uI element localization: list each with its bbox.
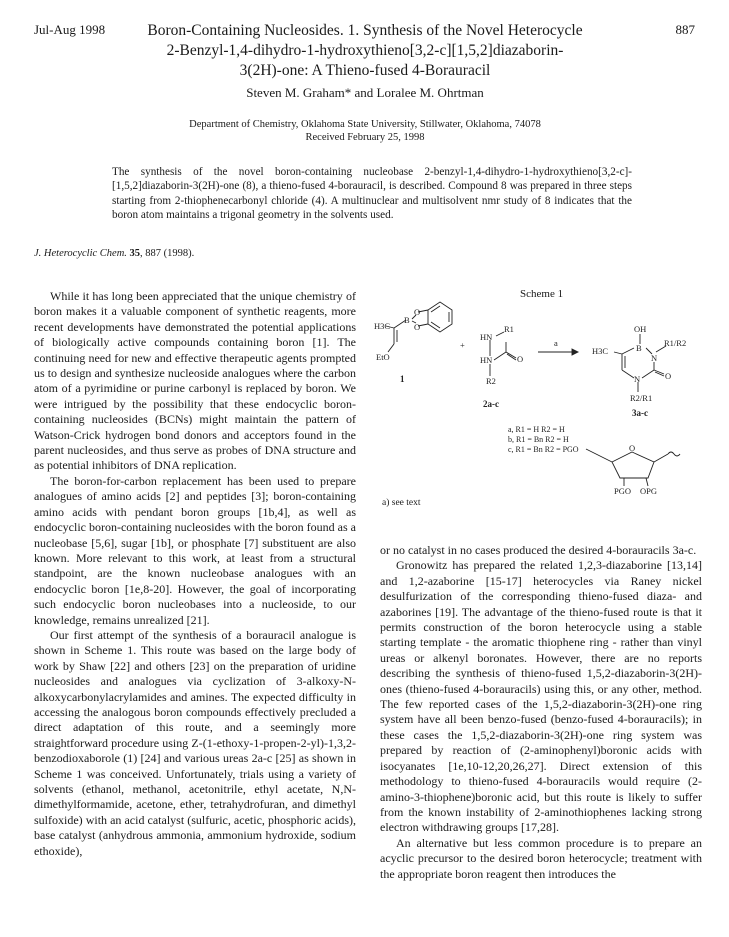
reaction-condition: a — [554, 338, 558, 348]
affiliation — [100, 118, 630, 144]
scheme-atom: O — [414, 307, 421, 317]
scheme-atom: O — [665, 371, 672, 381]
compound-label-1: 1 — [400, 374, 405, 384]
paragraph: The boron-for-carbon replacement has been used to prepare analogues of amino acids [2] and peptides [3]; boron-containing amino acids with pendant boron groups [1b,4], as well as endocyclic boron-containing nucleosides with the boron found as a nucleobase [5,6], sugar [1b], or phosphate [7] substituent are also known. More relevant to this work, at least from a structural standpoint, are the known nucleobase analogues with an endocyclic boron [1e,8-20]. However, the goal of incorporating such endocyclic boron nucleobases into a nucleoside, to our knowledge, remains unrealized [21]. — [34, 473, 356, 627]
scheme-footnote: a) see text — [382, 498, 421, 508]
journal-name: J. Heterocyclic Chem. — [34, 248, 127, 259]
title-line-1: Boron-Containing Nucleosides. 1. Synthesis of the Novel Heterocycle — [147, 22, 583, 39]
scheme-atom: HN — [480, 355, 493, 365]
scheme-atom: EtO — [376, 352, 390, 362]
paragraph: While it has long been appreciated that the unique chemistry of boron makes it a valuable component of synthetic reagents, more recent developments have demonstrated the potential applications of biologically active compounds containing boron [1]. The continuing need for new and effective therapeutic agents prompted us to design and synthesize nucleoside analogues where the carbon atom of a pyrimidine or purine carbonyl is replaced by boron. We were intrigued by the possibility that these endocyclic boron-containing nucleosides (BCNs) might maintain the pattern of Watson-Crick hydrogen bond donors and acceptors found in the parent nucleosides, and thus serve as probes of DNA structure and as potential inhibitors of DNA replication. — [34, 289, 356, 473]
scheme-atom: H3C — [374, 321, 391, 331]
running-header-date: Jul-Aug 1998 — [34, 22, 106, 37]
scheme-atom: OH — [634, 324, 647, 334]
journal-volume: 35 — [129, 248, 141, 259]
title-line-3: 3(2H)-one: A Thieno-fused 4-Borauracil — [239, 62, 491, 79]
scheme-atom: R2/R1 — [630, 393, 653, 403]
scheme-atom: HN — [480, 332, 493, 342]
scheme-atom: O — [414, 322, 421, 332]
scheme-atom: N — [634, 374, 641, 384]
journal-pages: , 887 (1998). — [140, 248, 195, 259]
scheme-atom: B — [404, 315, 410, 325]
scheme-atom: PGO — [614, 486, 632, 496]
department: Department of Chemistry, Oklahoma State University, Stillwater, Oklahoma, 74078 — [189, 119, 541, 130]
paragraph: Gronowitz has prepared the related 1,2,3-diazaborine [13,14] and 1,2-azaborine [15-17] heterocycles via Raney nickel desulfurization of the corresponding thieno-fused diaza- and azaborines [19]. The advantage of the thieno-fused route is that it permits construction of the boron heterocycle using a stable starting template - the aromatic thiophene ring - rather than vinyl ureas or alkenyl boronates. However, there are no reports describing the synthesis of thieno-fused 1,5,2-diazaborin-3(2H)-ones (thieno-fused 4-borauracils) using this, or any other, method. The few reported cases of the 1,5,2-diazaborin-3(2H)-one ring system have all been benzo-fused (benzo-fused 4-borauracils); in these cases the 1,5,2-diazaborin-3(2H)-one ring system was prepared by reaction of (2-aminophenyl)boronic acids with isocyanates [1e,10-12,20,26,27]. Direct extension of this methodology to thieno-fused 4-borauracils would require (2-amino-3-thiophene)boronic acid, but this route is likely to suffer from the known instability of 2-aminothiophenes lacking strong electron withdrawing groups [17,28]. — [380, 558, 702, 835]
paragraph: Our first attempt of the synthesis of a borauracil analogue is shown in Scheme 1. This route was based on the large body of work by Shaw [22] and others [23] on the preparation of uridine nucleosides and analogues via cyclization of 3-alkoxy-N-alkoxycarbonylacrylamides and amines. The expected difficulty in accessing the analogous boron compounds effectively precluded a direct adaptation of this route, and a seemingly more straightforward procedure using Z-(1-ethoxy-1-propen-2-yl)-1,3,2-benzodioxaborole (1) [24] and various ureas 2a-c [25] as shown in Scheme 1 was conceived. Unfortunately, trials using a variety of solvents (ethanol, methanol, acetonitrile, ethyl acetate, N,N-dimethylformamide, acetone, ether, tetrahydrofuran, and dimethyl sulfoxide) with an acid catalyst (sulfuric, acetic, phosphoric acids), base catalyst (anhydrous ammonia, ammonium hydroxide, sodium ethoxide), — [34, 627, 356, 858]
scheme-atom: OPG — [640, 486, 658, 496]
compound-label-2a-c: 2a-c — [483, 399, 499, 409]
scheme-atom: N — [651, 353, 658, 363]
scheme-atom: O — [629, 443, 636, 453]
scheme-atom: B — [636, 343, 642, 353]
scheme-atom: H3C — [592, 346, 609, 356]
sugar-ring-structure — [586, 449, 680, 486]
citation — [34, 248, 194, 259]
authors: Steven M. Graham* and Loralee M. Ohrtman — [246, 85, 484, 100]
paragraph: or no catalyst in no cases produced the desired 4-borauracils 3a-c. — [380, 543, 697, 557]
scheme-atom: R1/R2 — [664, 338, 687, 348]
scheme-plus: + — [460, 340, 465, 350]
compound-label-3a-c: 3a-c — [632, 408, 648, 418]
substituent-legend-a: a, R1 = H R2 = H — [508, 425, 565, 434]
substituent-legend-b: b, R1 = Bn R2 = H — [508, 435, 569, 444]
compound-2-structure — [490, 332, 516, 376]
page-number: 887 — [675, 22, 695, 37]
title-line-2: 2-Benzyl-1,4-dihydro-1-hydroxythieno[3,2-c][1,5,2]diazaborin- — [166, 42, 564, 59]
scheme-1-figure — [376, 282, 706, 512]
abstract: The synthesis of the novel boron-containing nucleobase 2-benzyl-1,4-dihydro-1-hydroxythieno[3,2-c]-[1,5,2]diazaborin-3(2H)-one (8), a thieno-fused 4-borauracil, is described. Compound 8 was prepared in three steps starting from 2-thiophenecarbonyl chloride (4). A multinuclear and multisolvent nmr study of 8 indicates that the boron atom maintains a trigonal geometry in the solvents used. — [112, 166, 632, 222]
article-title — [130, 21, 600, 81]
scheme-title: Scheme 1 — [520, 288, 564, 300]
reaction-arrow — [538, 349, 578, 355]
paragraph: An alternative but less common procedure is to prepare an acyclic precursor to the desired boron heterocycle; treatment with the appropriate boron reagent then introduces the — [380, 835, 702, 881]
scheme-atom: O — [517, 354, 524, 364]
scheme-atom: R1 — [504, 324, 514, 334]
received-date: Received February 25, 1998 — [305, 132, 425, 143]
substituent-legend-c: c, R1 = Bn R2 = PGO — [508, 445, 579, 454]
right-column — [380, 543, 702, 882]
scheme-atom: R2 — [486, 376, 496, 386]
left-column — [34, 289, 356, 859]
